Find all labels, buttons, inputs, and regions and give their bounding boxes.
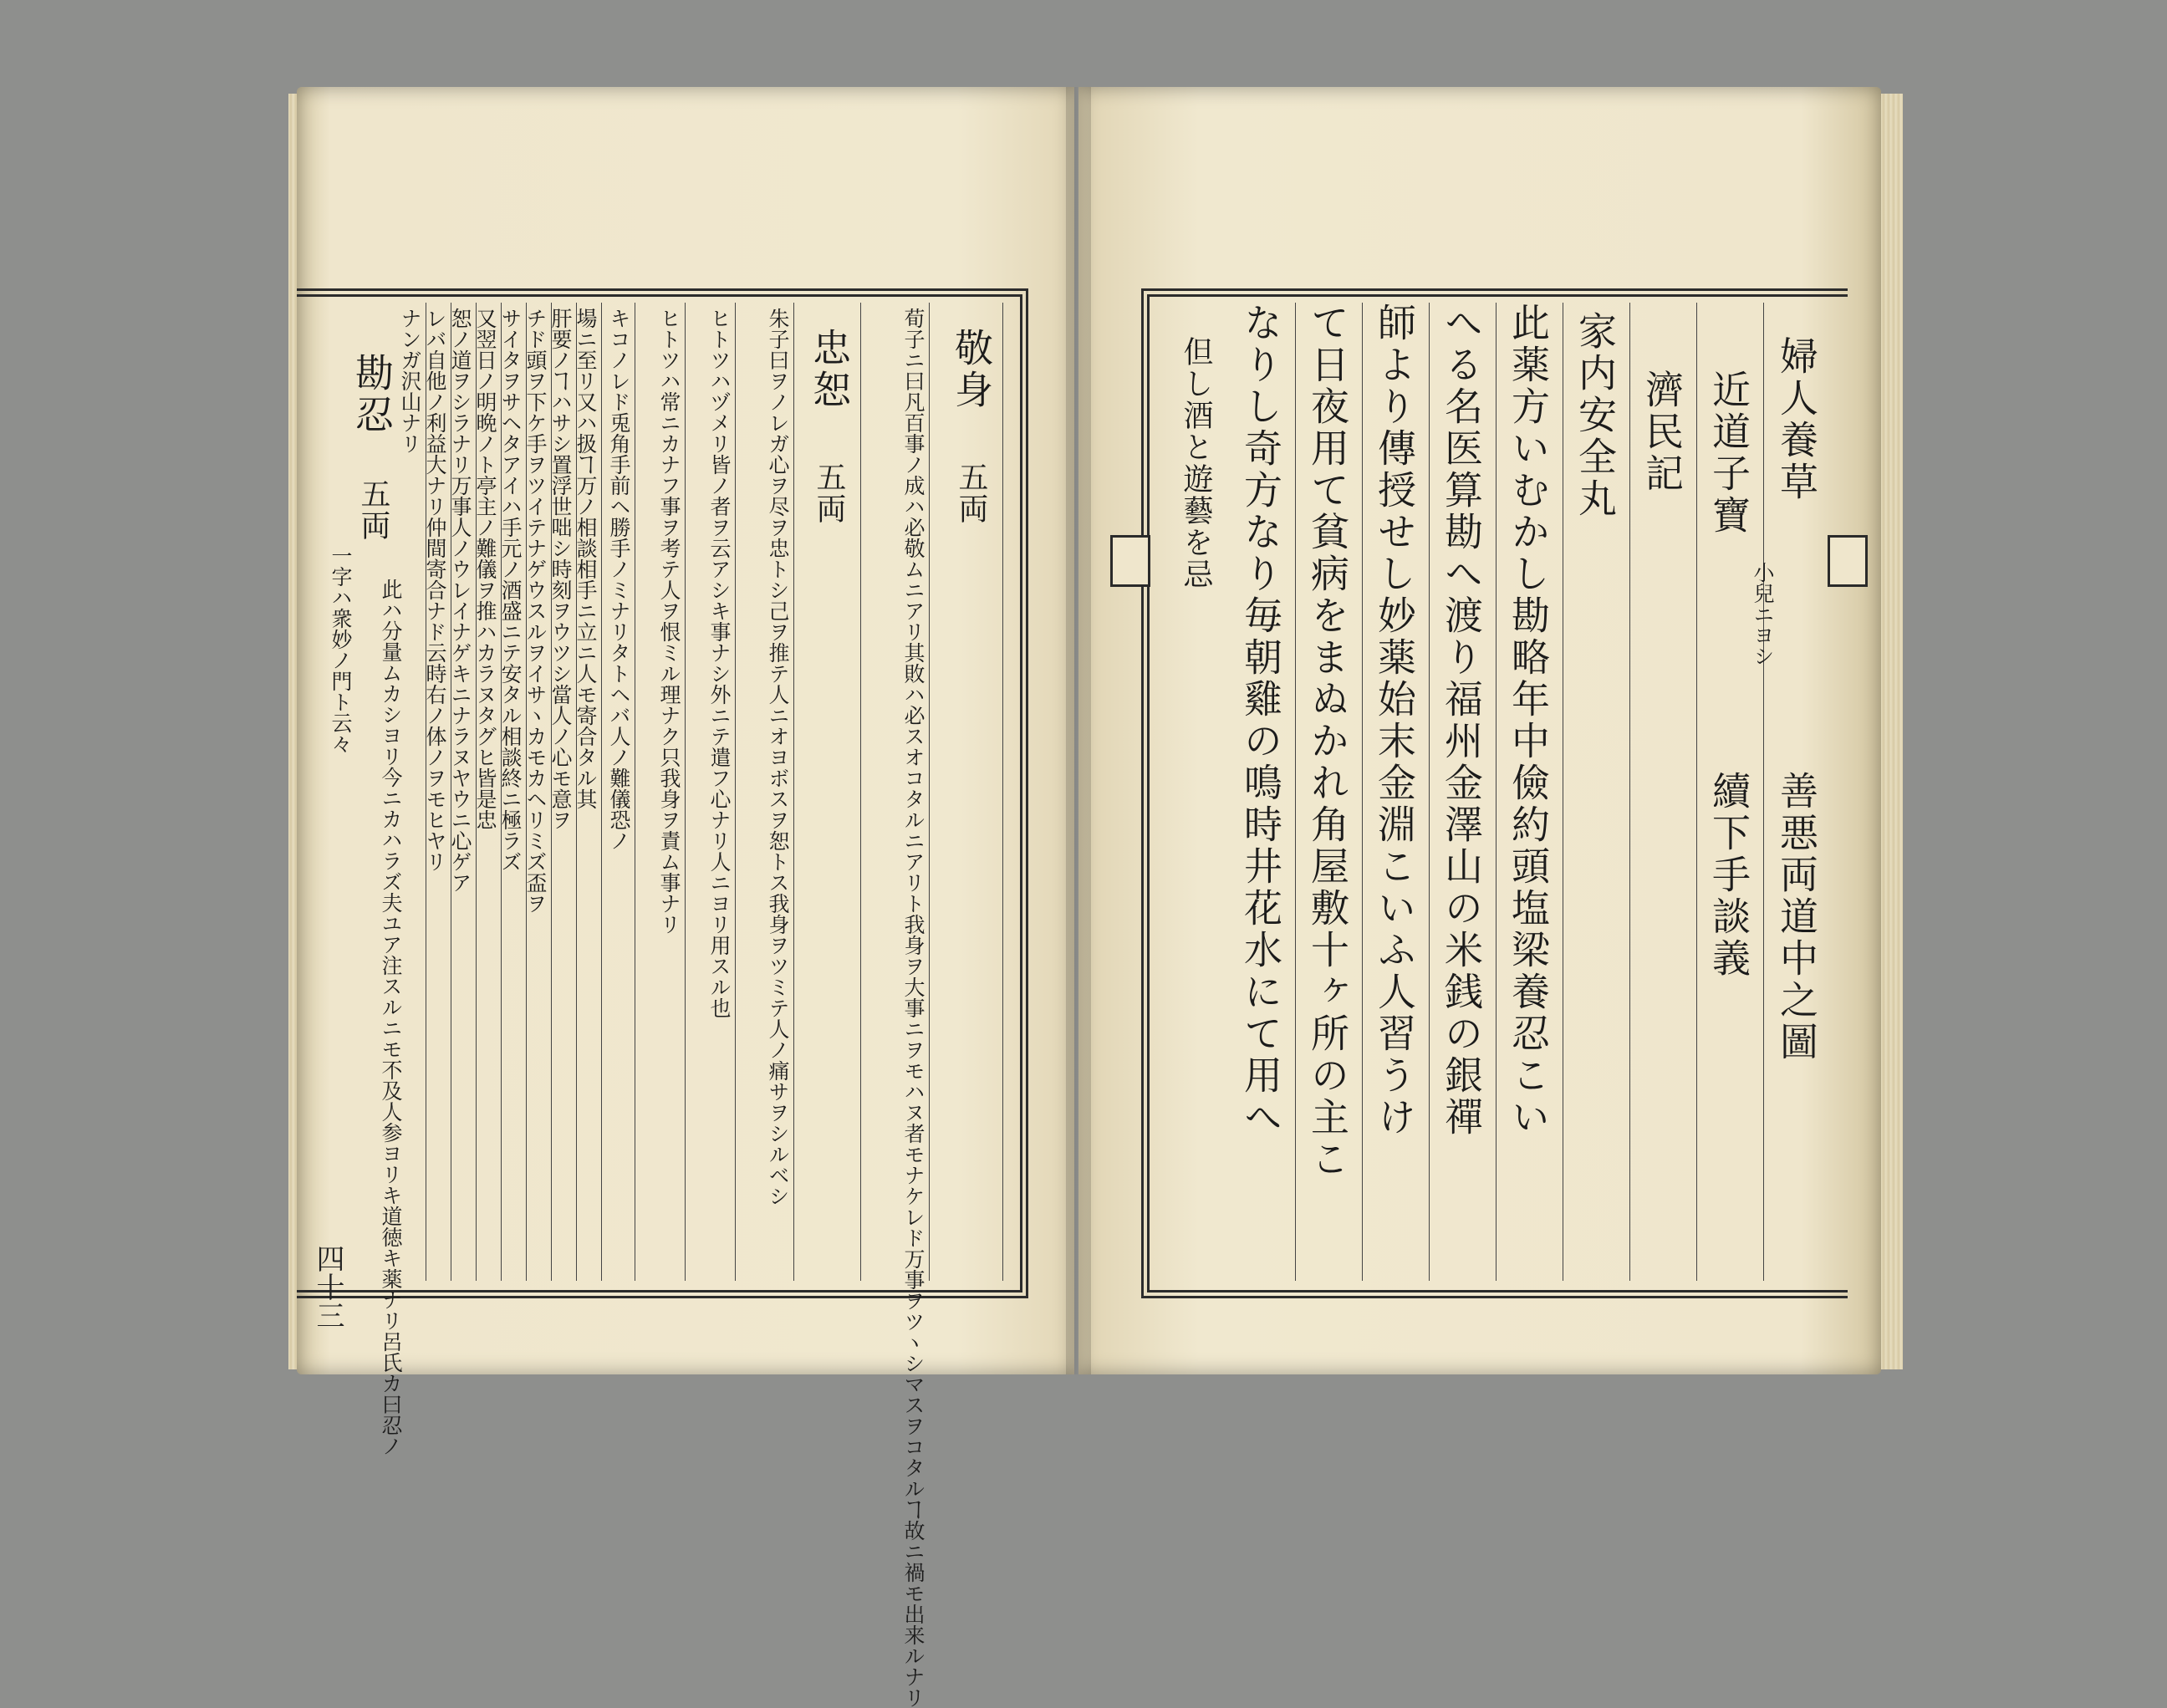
page-header: 善悪両道中之圖 [1774, 771, 1819, 1063]
title-column-2 [1697, 303, 1775, 1281]
entry-price: 五両 [812, 461, 846, 525]
entry-body: 朱子曰ヲノレガ心ヲ尽ヲ忠トシ己ヲ推テ人ニオヨボスヲ恕トス我身ヲツミテ人ノ痛サヲシルベシ [766, 308, 790, 1206]
right-page-side-tab [1110, 535, 1150, 587]
entry-body: ヒトツハ常ニカナフ事ヲ考テ人ヲ恨ミル理ナク只我身ヲ責ム事ナリ [657, 308, 681, 935]
body-column-6 [1162, 303, 1229, 1281]
body-line: 師より傳授せし妙薬始末金淵こいふ人習うけ [1372, 303, 1417, 1139]
entry-title: 敬身 [949, 328, 994, 411]
title-note: 小兒ニヨシ [1751, 562, 1775, 666]
right-page-side-tab-end [1828, 535, 1868, 587]
entry-body: 恕ノ道ヲシラナリ万事人ノウレイナゲキニナラヌヤウニ心ゲア [448, 308, 472, 893]
entry-body: レバ自他ノ利益大ナリ仲間寄合ナド云時右ノ体ノヲモヒヤリ [423, 308, 447, 872]
entry-text-chujo-11 [423, 303, 451, 1281]
entry-body: サイタヲサヘタアイハ手元ノ酒盛ニテ安タル相談終ニ極ラズ [498, 308, 523, 872]
body-column-5 [1229, 303, 1296, 1281]
body-note: 但し酒と遊藝を忌 [1179, 336, 1213, 590]
body-column-1 [1497, 303, 1563, 1281]
body-line: なりし奇方なり毎朝雞の鳴時井花水にて用へ [1238, 303, 1283, 1139]
entry-price: 五両 [356, 478, 390, 542]
entry-text-chujo-5 [574, 303, 602, 1281]
entry-body: 荀子ニ曰凡百事ノ成ハ必敬ムニアリ其敗ハ必スオコタルニアリト我身ヲ大事ニヲモハヌ者モナケレド万事ヲツヽシマスヲコタルヿ故ニ禍モ出来ルナリ [901, 308, 925, 1708]
entry-text-keishin [861, 303, 930, 1708]
entry-body: 肝要ノヿハサシ置浮世咄シ時刻ヲウツシ當人ノ心モ意ヲ [548, 308, 573, 830]
entry-body: チド頭ヲ下ケ手ヲツイテナゲウスルヲイサヽカモカヘリミズ盃ヲ [523, 308, 548, 914]
entry-body: ヒトツハヅメリ皆ノ者ヲ云アシキ事ナシ外ニテ遣フ心ナリ人ニヨリ用スル也 [707, 308, 732, 1018]
entry-text-chujo-3 [635, 303, 686, 1281]
entry-text-chujo-6 [548, 303, 577, 1281]
body-column-4 [1296, 303, 1363, 1281]
entry-title-keishin [930, 303, 1003, 1281]
title-saimin-ki: 濟民記 [1639, 370, 1685, 495]
entry-text-chujo-7 [523, 303, 552, 1281]
entry-text-chujo-8 [498, 303, 527, 1281]
entry-text-chujo-4 [602, 303, 635, 1281]
entry-body: 此ハ分量ムカシヨリ今ニカハラズ夫ユア注スルニモ不及人参ヨリキ道徳キ薬ナリ呂氏カ曰忍ノ [379, 579, 403, 1456]
book-title-fujin-yashinaigusa: 婦人養草 [1774, 336, 1819, 503]
title-column-4 [1563, 303, 1630, 1281]
entry-body: キコノレド兎角手前ヘ勝手ノミナリタトヘバ人ノ難儀恐ノ [607, 308, 631, 851]
entry-text-chujo-9 [473, 303, 502, 1281]
entry-price: 五両 [954, 461, 988, 525]
entry-body: 又翌日ノ明晩ノト亭主ノ難儀ヲ推ハカラヌタグヒ皆是忠 [473, 308, 497, 830]
entry-body: 場ニ至リ又ハ扱ヿ万ノ相談相手ニ立ニ人モ寄合タル其 [574, 308, 598, 809]
page-number: 四十三 [311, 1244, 344, 1329]
body-column-3 [1363, 303, 1430, 1281]
title-chikamichi: 近道子寶 [1706, 370, 1751, 537]
title-column-3 [1630, 303, 1697, 1281]
book-gutter [1066, 87, 1091, 1374]
entry-title-kannin [349, 303, 403, 1456]
entry-text-kannin [326, 303, 351, 1281]
body-line: て日夜用て貧病をまぬかれ角屋敷十ヶ所の主こ [1305, 303, 1350, 1180]
body-column-2 [1430, 303, 1497, 1281]
entry-title: 勘忍 [349, 353, 395, 436]
body-line: 此薬方いむかし勘略年中儉約頭塩梁養忍こい [1506, 303, 1551, 1139]
header-column [1764, 303, 1831, 1281]
entry-text-chujo-1 [736, 303, 794, 1281]
entry-text-chujo-12 [398, 303, 426, 1281]
body-line: へる名医算勘へ渡り福州金澤山の米銭の銀禪 [1439, 303, 1484, 1139]
title-zoku-heta-dangi: 續下手談義 [1706, 771, 1751, 980]
entry-text-chujo-2 [686, 303, 736, 1281]
entry-title-chujo [794, 303, 861, 1281]
entry-text-chujo-10 [448, 303, 477, 1281]
entry-body: 一字ハ衆妙ノ門ト云々 [329, 545, 353, 754]
title-kanai-anzen-gan: 家内安全丸 [1573, 311, 1618, 520]
entry-title: 忠恕 [807, 328, 852, 411]
entry-body: ナンガ沢山ナリ [398, 308, 422, 454]
